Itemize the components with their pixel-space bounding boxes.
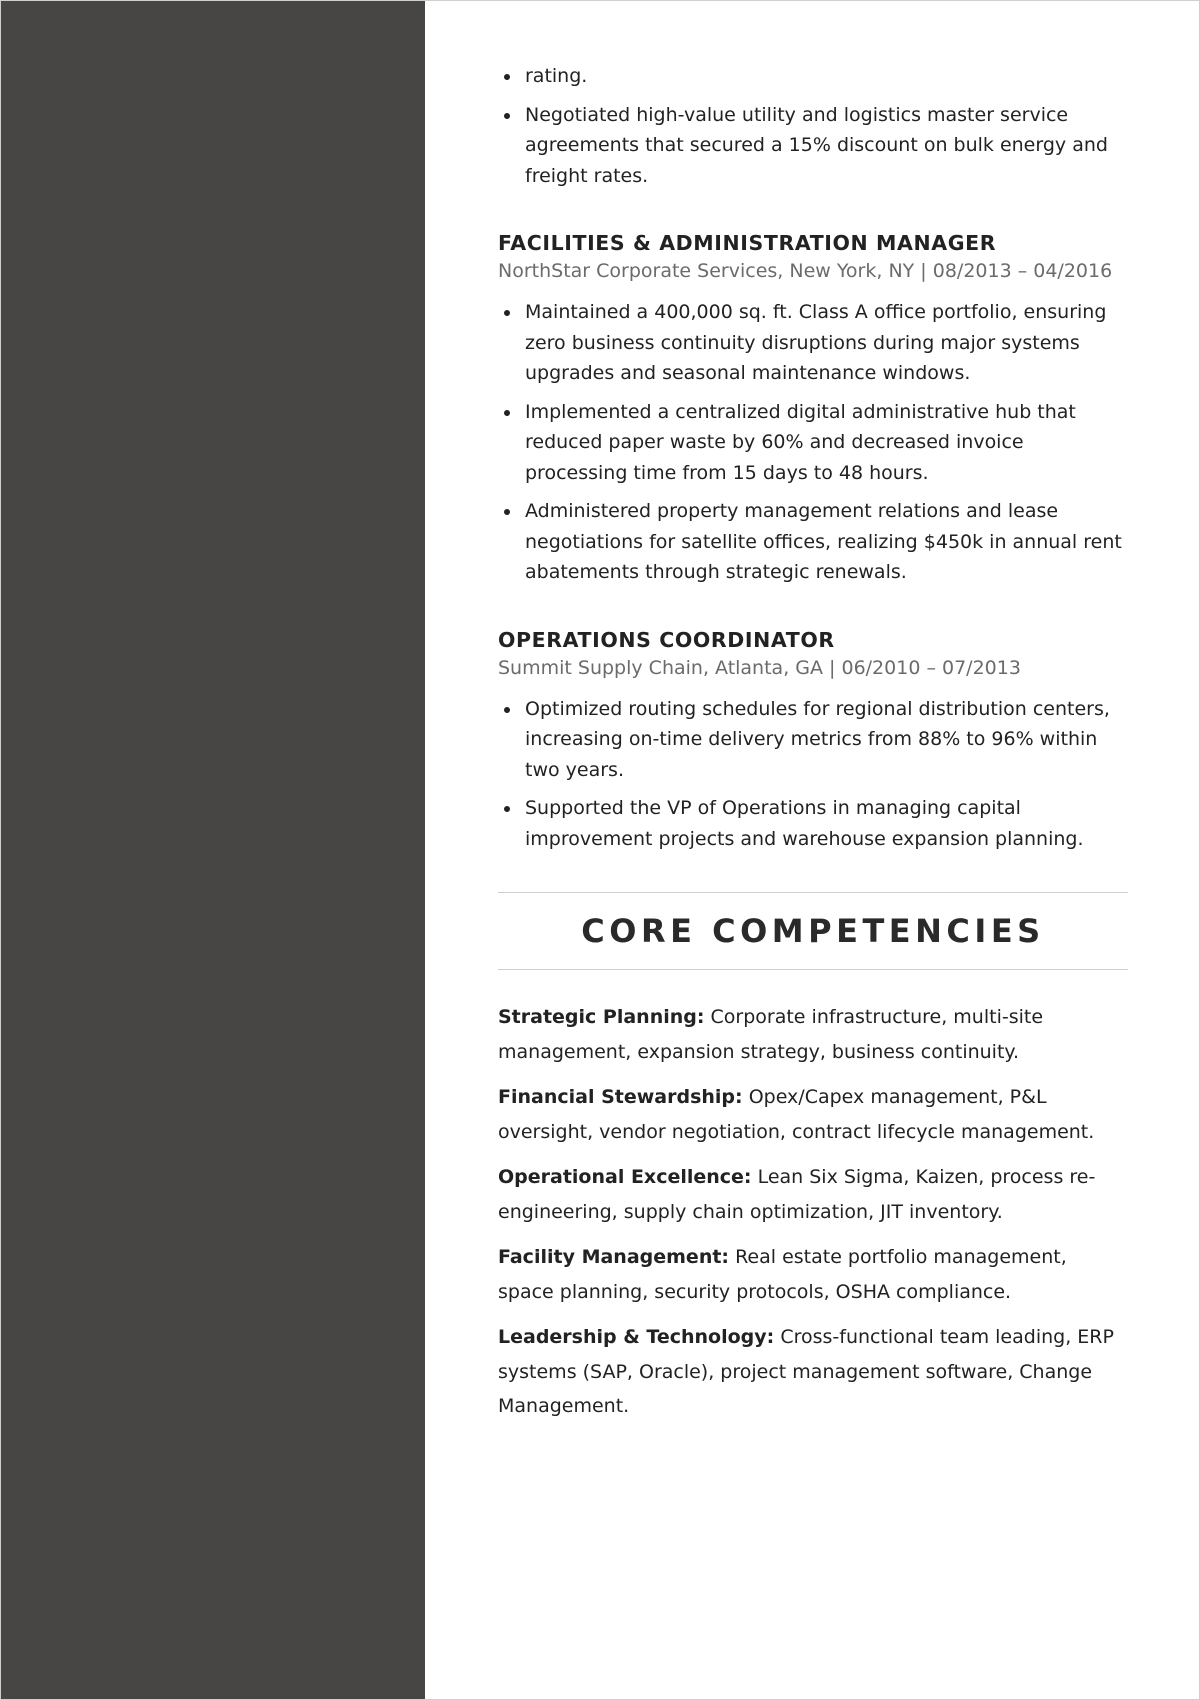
sidebar-panel xyxy=(1,1,425,1699)
competency-label: Operational Excellence: xyxy=(498,1166,752,1188)
bullet-item: Maintained a 400,000 sq. ft. Class A office portfolio, ensuring zero business continuity disruptions during major systems upgrades and seasonal maintenance windows. xyxy=(498,297,1128,389)
previous-job-bullets xyxy=(498,61,1128,191)
bullet-item: Supported the VP of Operations in managing capital improvement projects and warehouse expansion planning. xyxy=(498,793,1128,854)
job-entry xyxy=(498,626,1128,855)
job-meta: Summit Supply Chain, Atlanta, GA | 06/2010 – 07/2013 xyxy=(498,656,1021,679)
job-title: FACILITIES & ADMINISTRATION MANAGER xyxy=(498,231,997,255)
section-heading: CORE COMPETENCIES xyxy=(581,912,1045,950)
bullet-item: Optimized routing schedules for regional distribution centers, increasing on-time delivery metrics from 88% to 96% within two years. xyxy=(498,694,1128,786)
competency-text: Real estate portfolio management, space planning, security protocols, OSHA compliance. xyxy=(498,1246,1067,1303)
competency-item xyxy=(498,1320,1128,1424)
main-content xyxy=(498,61,1128,1435)
competency-label: Financial Stewardship: xyxy=(498,1086,743,1108)
competency-label: Facility Management: xyxy=(498,1246,730,1268)
job-bullets xyxy=(498,694,1128,855)
bullet-item: Administered property management relations and lease negotiations for satellite offices, realizing $450k in annual rent abatements through strategic renewals. xyxy=(498,496,1128,588)
competency-item xyxy=(498,1240,1128,1309)
bullet-item: Implemented a centralized digital administrative hub that reduced paper waste by 60% and decreased invoice processing time from 15 days to 48 hours. xyxy=(498,397,1128,489)
job-bullets xyxy=(498,297,1128,588)
competency-item xyxy=(498,1160,1128,1229)
job-entry xyxy=(498,229,1128,588)
bullet-item: Negotiated high-value utility and logistics master service agreements that secured a 15% discount on bulk energy and freight rates. xyxy=(498,100,1128,192)
section-divider-bottom xyxy=(498,969,1128,970)
competency-list xyxy=(498,1000,1128,1424)
competency-label: Strategic Planning: xyxy=(498,1006,705,1028)
competency-item xyxy=(498,1080,1128,1149)
bullet-item: rating. xyxy=(498,61,1128,92)
competency-text: Corporate infrastructure, multi-site management, expansion strategy, business continuity. xyxy=(498,1006,1044,1063)
competency-item xyxy=(498,1000,1128,1069)
competency-text: Lean Six Sigma, Kaizen, process re-engineering, supply chain optimization, JIT inventory. xyxy=(498,1166,1096,1223)
job-title: OPERATIONS COORDINATOR xyxy=(498,627,835,652)
competency-text: Opex/Capex management, P&L oversight, vendor negotiation, contract lifecycle management. xyxy=(498,1086,1095,1143)
job-meta: NorthStar Corporate Services, New York, NY | 08/2013 – 04/2016 xyxy=(498,260,1113,282)
competency-text: Cross-functional team leading, ERP systems (SAP, Oracle), project management software, Change Management. xyxy=(498,1326,1114,1417)
competency-label: Leadership & Technology: xyxy=(498,1326,775,1348)
